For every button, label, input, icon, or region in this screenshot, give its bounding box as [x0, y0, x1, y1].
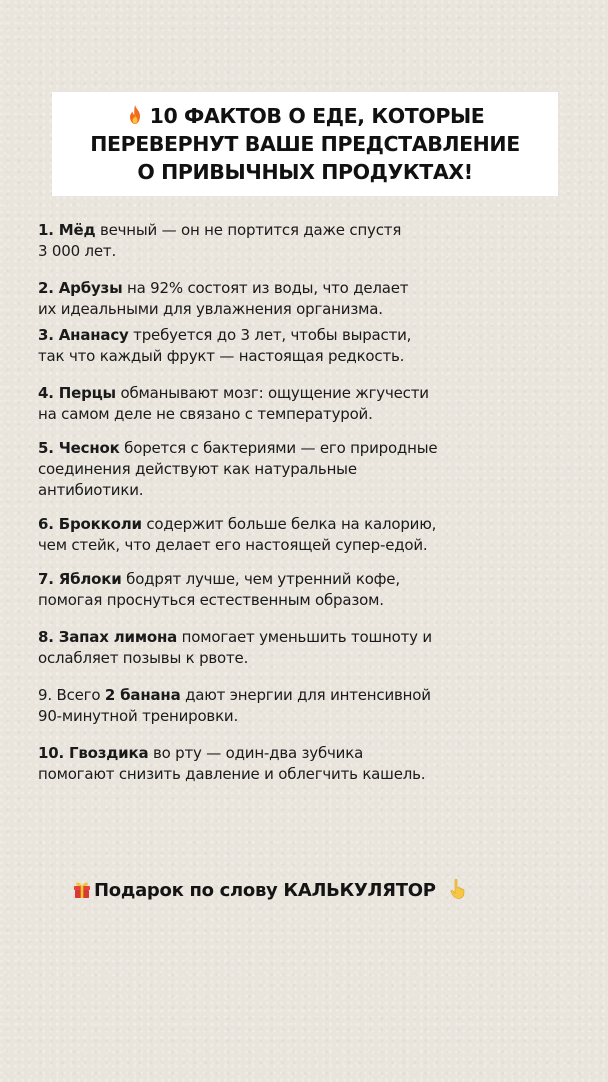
fact-6-keyword: 6. Брокколи: [38, 515, 142, 533]
title-text-1: 10 ФАКТОВ О ЕДЕ, КОТОРЫЕ: [149, 104, 485, 128]
fact-5-text: борется с бактериями — его природные: [119, 439, 438, 457]
footer-text: Подарок по слову КАЛЬКУЛЯТОР: [94, 880, 436, 901]
fact-5-line-2: соединения действуют как натуральные: [38, 460, 357, 478]
fact-3-line-1: [38, 325, 578, 346]
fact-7-text: бодрят лучше, чем утренний кофе,: [121, 570, 400, 588]
fact-10-keyword: 10. Гвоздика: [38, 744, 149, 762]
fact-8-line-1: [38, 627, 578, 648]
title-line-2: ПЕРЕВЕРНУТ ВАШЕ ПРЕДСТАВЛЕНИЕ: [90, 132, 520, 156]
fact-2-keyword: 2. Арбузы: [38, 279, 123, 297]
gift-icon: [72, 879, 92, 899]
fact-7-line-1: [38, 569, 578, 590]
fact-6-line-1: [38, 514, 578, 535]
fact-1-text: вечный — он не портится даже спустя: [95, 221, 402, 239]
fact-3-text: требуется до 3 лет, чтобы вырасти,: [128, 326, 412, 344]
facts-list: [38, 220, 578, 785]
fact-4-keyword: 4. Перцы: [38, 384, 116, 402]
fact-1-line-2: 3 000 лет.: [38, 242, 117, 260]
fact-10-line-2: помогают снизить давление и облегчить кашель.: [38, 765, 426, 783]
fact-8-text: помогает уменьшить тошноту и: [177, 628, 432, 646]
fact-9-prefix: 9. Всего: [38, 686, 105, 704]
fact-8-line-2: ослабляет позывы к рвоте.: [38, 649, 249, 667]
title-card: [52, 92, 558, 196]
title-line-1: [126, 102, 485, 130]
fact-4-line-2: на самом деле не связано с температурой.: [38, 405, 373, 423]
fact-7-line-2: помогая проснуться естественным образом.: [38, 591, 384, 609]
fact-2-line-1: [38, 278, 578, 299]
fact-10-line-1: [38, 743, 578, 764]
title-line-3: О ПРИВЫЧНЫХ ПРОДУКТАХ!: [137, 160, 473, 184]
fact-9-line-2: 90-минутной тренировки.: [38, 707, 239, 725]
fact-5-line-1: [38, 438, 578, 459]
fact-5-line-3: антибиотики.: [38, 481, 144, 499]
fact-1-keyword: 1. Мёд: [38, 221, 96, 239]
fact-6-line-2: чем стейк, что делает его настоящей супер-едой.: [38, 536, 428, 554]
fire-icon: [126, 104, 144, 126]
fact-6-text: содержит больше белка на калорию,: [141, 515, 437, 533]
pointing-down-hand-icon: [448, 878, 466, 900]
fact-7-keyword: 7. Яблоки: [38, 570, 122, 588]
fact-4-text: обманывают мозг: ощущение жгучести: [115, 384, 429, 402]
fact-9-line-1: [38, 685, 578, 706]
fact-2-text: на 92% состоят из воды, что делает: [122, 279, 409, 297]
fact-8-keyword: 8. Запах лимона: [38, 628, 178, 646]
fact-4-line-1: [38, 383, 578, 404]
fact-1-line-1: [38, 220, 578, 241]
fact-2-line-2: их идеальными для увлажнения организма.: [38, 300, 383, 318]
fact-10-text: во рту — один-два зубчика: [148, 744, 364, 762]
fact-3-line-2: так что каждый фрукт — настоящая редкость.: [38, 347, 405, 365]
gift-footer: [72, 878, 552, 904]
fact-9-keyword: 2 банана: [104, 686, 181, 704]
fact-3-keyword: 3. Ананасу: [38, 326, 129, 344]
fact-9-text: дают энергии для интенсивной: [180, 686, 431, 704]
fact-5-keyword: 5. Чеснок: [38, 439, 120, 457]
